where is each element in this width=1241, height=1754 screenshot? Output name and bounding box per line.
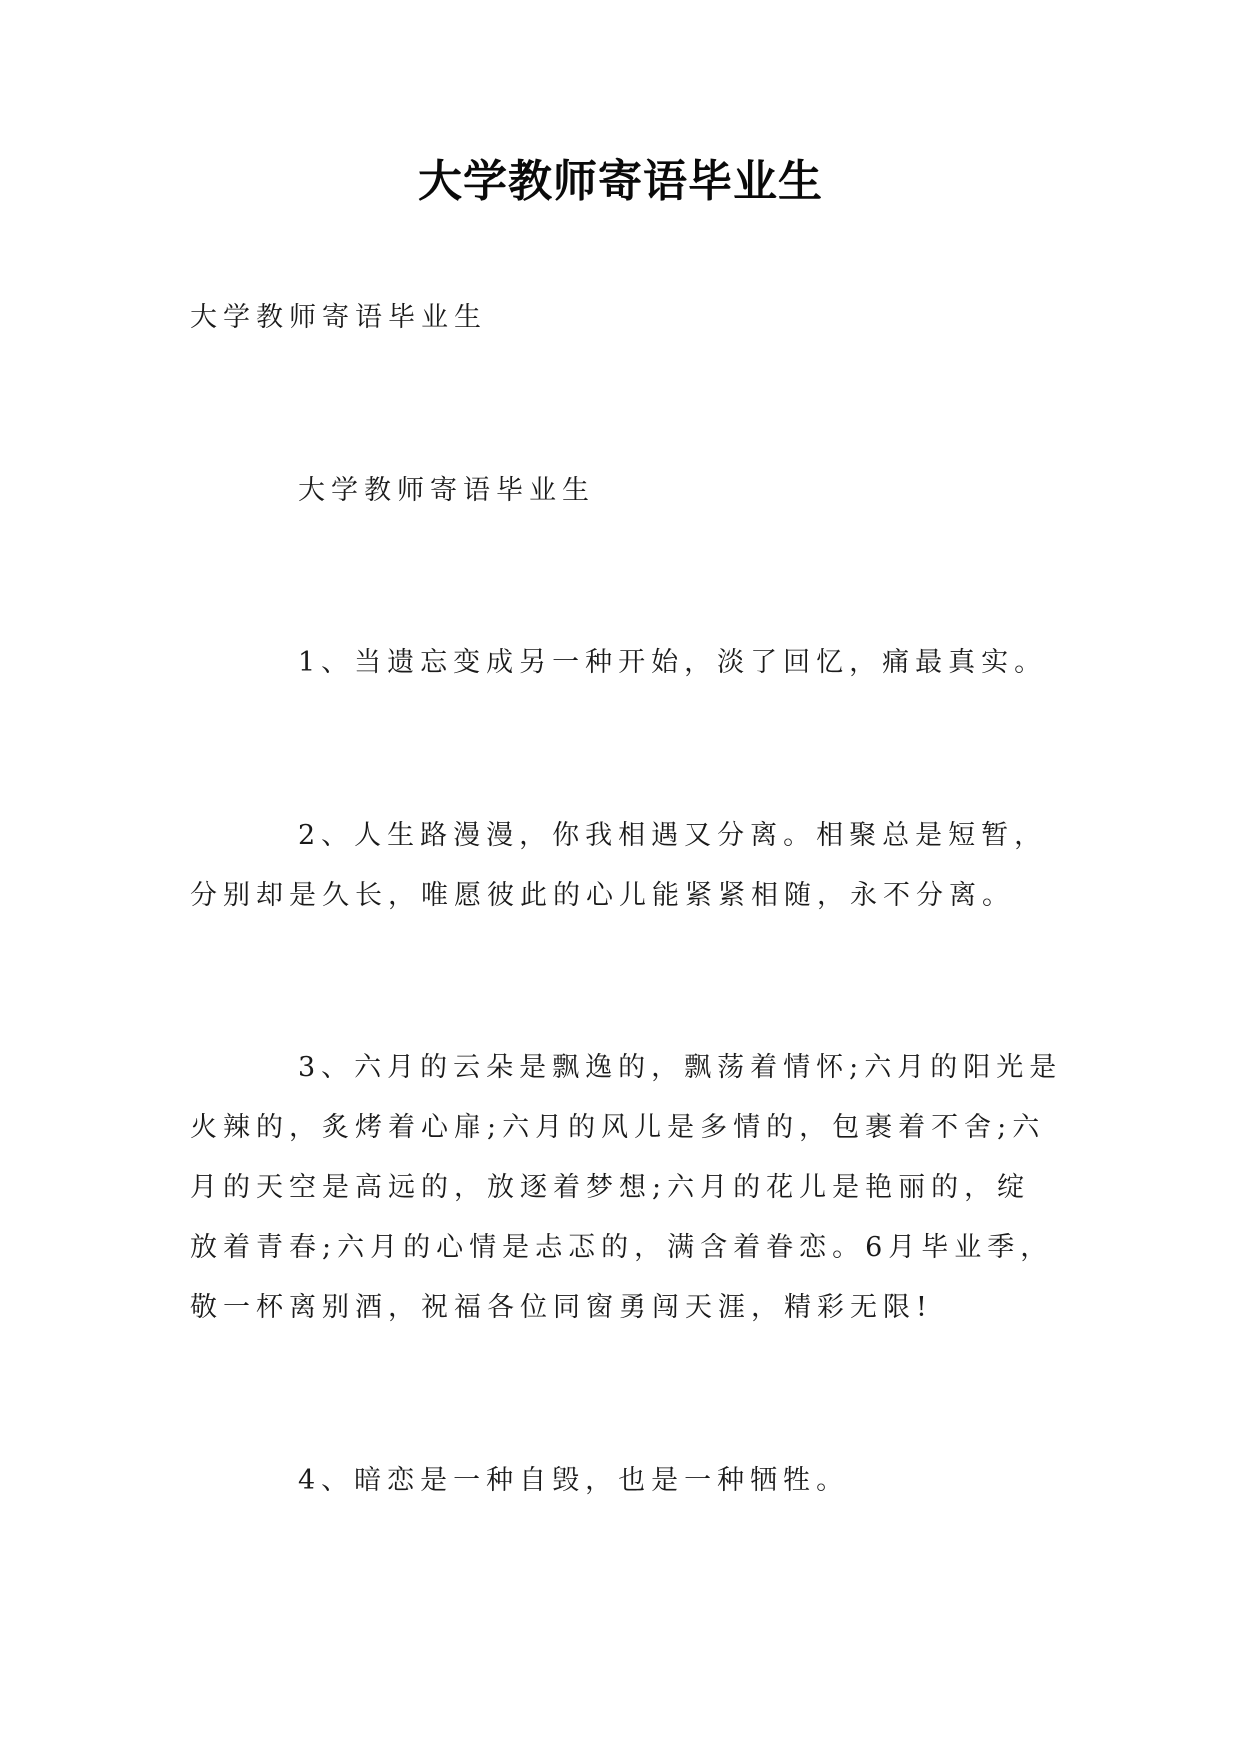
paragraph-3-line-4: 放着青春;六月的心情是忐忑的，满含着眷恋。6月毕业季， [190, 1232, 1054, 1263]
paragraph-2-line-2: 分别却是久长，唯愿彼此的心儿能紧紧相随，永不分离。 [190, 880, 1015, 911]
paragraph-1-line-1: 1、当遗忘变成另一种开始，淡了回忆，痛最真实。 [298, 647, 1048, 678]
document-subtitle: 大学教师寄语毕业生 [190, 302, 487, 333]
paragraph-2-line-1: 2、人生路漫漫，你我相遇又分离。相聚总是短暂， [298, 820, 1048, 851]
section-heading: 大学教师寄语毕业生 [298, 475, 595, 506]
page-title: 大学教师寄语毕业生 [418, 156, 823, 207]
paragraph-3-line-1: 3、六月的云朵是飘逸的，飘荡着情怀;六月的阳光是 [298, 1052, 1063, 1083]
paragraph-4-line-1: 4、暗恋是一种自毁，也是一种牺牲。 [298, 1465, 850, 1496]
paragraph-3-line-3: 月的天空是高远的，放逐着梦想;六月的花儿是艳丽的，绽 [190, 1172, 1031, 1203]
paragraph-3-line-2: 火辣的，炙烤着心扉;六月的风儿是多情的，包裹着不舍;六 [190, 1112, 1046, 1143]
paragraph-3-line-5: 敬一杯离别酒，祝福各位同窗勇闯天涯，精彩无限! [190, 1292, 933, 1323]
